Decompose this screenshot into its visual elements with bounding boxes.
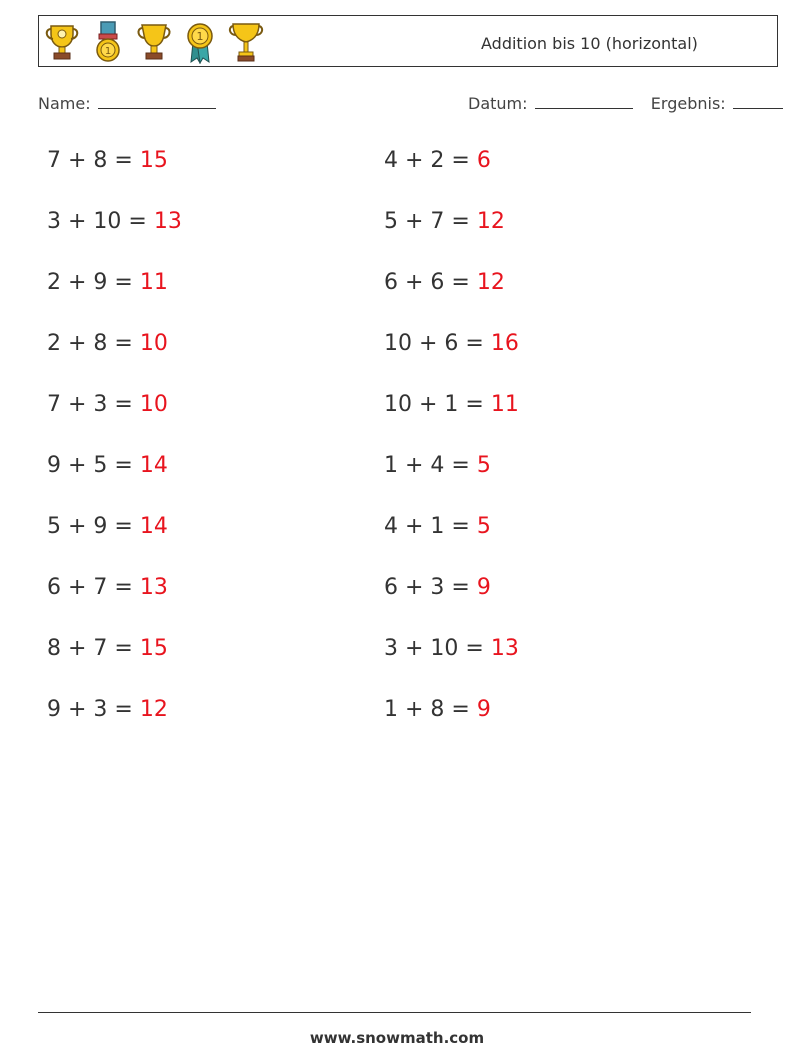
problem-item: [47, 270, 168, 295]
problem-expression: 8 + 7 =: [47, 636, 140, 661]
problem-answer: 13: [490, 636, 519, 661]
problem-item: [47, 392, 168, 417]
date-blank: [535, 94, 633, 109]
problem-item: [47, 209, 182, 234]
problem-answer: 11: [490, 392, 519, 417]
problem-expression: 1 + 4 =: [384, 453, 477, 478]
problem-expression: 7 + 8 =: [47, 148, 140, 173]
problem-answer: 13: [139, 575, 168, 600]
problem-answer: 14: [139, 453, 168, 478]
problem-item: [47, 697, 168, 722]
medal-icon: [89, 20, 127, 64]
problem-expression: 4 + 1 =: [384, 514, 477, 539]
problem-expression: 4 + 2 =: [384, 148, 477, 173]
problem-expression: 5 + 9 =: [47, 514, 140, 539]
problem-answer: 13: [153, 209, 182, 234]
problem-expression: 3 + 10 =: [384, 636, 491, 661]
problem-item: [384, 514, 491, 539]
date-result-fields: [468, 94, 783, 113]
problem-expression: 3 + 10 =: [47, 209, 154, 234]
problem-item: [384, 392, 519, 417]
problem-expression: 10 + 1 =: [384, 392, 491, 417]
problem-item: [47, 575, 168, 600]
problem-answer: 5: [476, 514, 491, 539]
problem-item: [384, 636, 519, 661]
trophy-icon: [43, 20, 81, 64]
problem-item: [384, 453, 491, 478]
problem-answer: 9: [476, 575, 491, 600]
problem-item: [47, 453, 168, 478]
worksheet-title: Addition bis 10 (horizontal): [481, 34, 698, 53]
problem-answer: 6: [476, 148, 491, 173]
problem-item: [47, 331, 168, 356]
worksheet-header: [38, 15, 778, 67]
svg-text:1: 1: [104, 46, 112, 57]
problem-item: [384, 697, 491, 722]
problem-item: [384, 331, 519, 356]
name-label: Name:: [38, 94, 91, 113]
problem-answer: 16: [490, 331, 519, 356]
problem-expression: 2 + 8 =: [47, 331, 140, 356]
problem-item: [384, 270, 505, 295]
problem-item: [47, 514, 168, 539]
problem-answer: 12: [476, 270, 505, 295]
problem-expression: 7 + 3 =: [47, 392, 140, 417]
problem-answer: 15: [139, 148, 168, 173]
problem-answer: 12: [476, 209, 505, 234]
problem-item: [47, 636, 168, 661]
problem-answer: 10: [139, 331, 168, 356]
problem-answer: 9: [476, 697, 491, 722]
award-icons: [43, 20, 265, 64]
problem-expression: 6 + 7 =: [47, 575, 140, 600]
problem-item: [384, 209, 505, 234]
problem-expression: 6 + 3 =: [384, 575, 477, 600]
problem-expression: 1 + 8 =: [384, 697, 477, 722]
problem-answer: 15: [139, 636, 168, 661]
problem-answer: 11: [139, 270, 168, 295]
problem-expression: 10 + 6 =: [384, 331, 491, 356]
name-blank: [98, 94, 216, 109]
result-label: Ergebnis:: [650, 94, 726, 113]
problem-answer: 12: [139, 697, 168, 722]
result-blank: [733, 94, 783, 109]
problem-item: [47, 148, 168, 173]
trophy-icon: [135, 20, 173, 64]
date-label: Datum:: [468, 94, 528, 113]
footer-url: www.snowmath.com: [309, 1029, 485, 1047]
problem-answer: 5: [476, 453, 491, 478]
problem-expression: 9 + 5 =: [47, 453, 140, 478]
problem-expression: 5 + 7 =: [384, 209, 477, 234]
problem-answer: 10: [139, 392, 168, 417]
svg-text:1: 1: [196, 30, 204, 43]
footer-divider: [38, 1012, 751, 1013]
problem-item: [384, 148, 491, 173]
problem-item: [384, 575, 491, 600]
trophy-icon: [227, 20, 265, 64]
problem-expression: 6 + 6 =: [384, 270, 477, 295]
name-field: [38, 94, 216, 113]
problem-expression: 9 + 3 =: [47, 697, 140, 722]
problem-expression: 2 + 9 =: [47, 270, 140, 295]
ribbon-medal-icon: [181, 20, 219, 64]
problem-answer: 14: [139, 514, 168, 539]
